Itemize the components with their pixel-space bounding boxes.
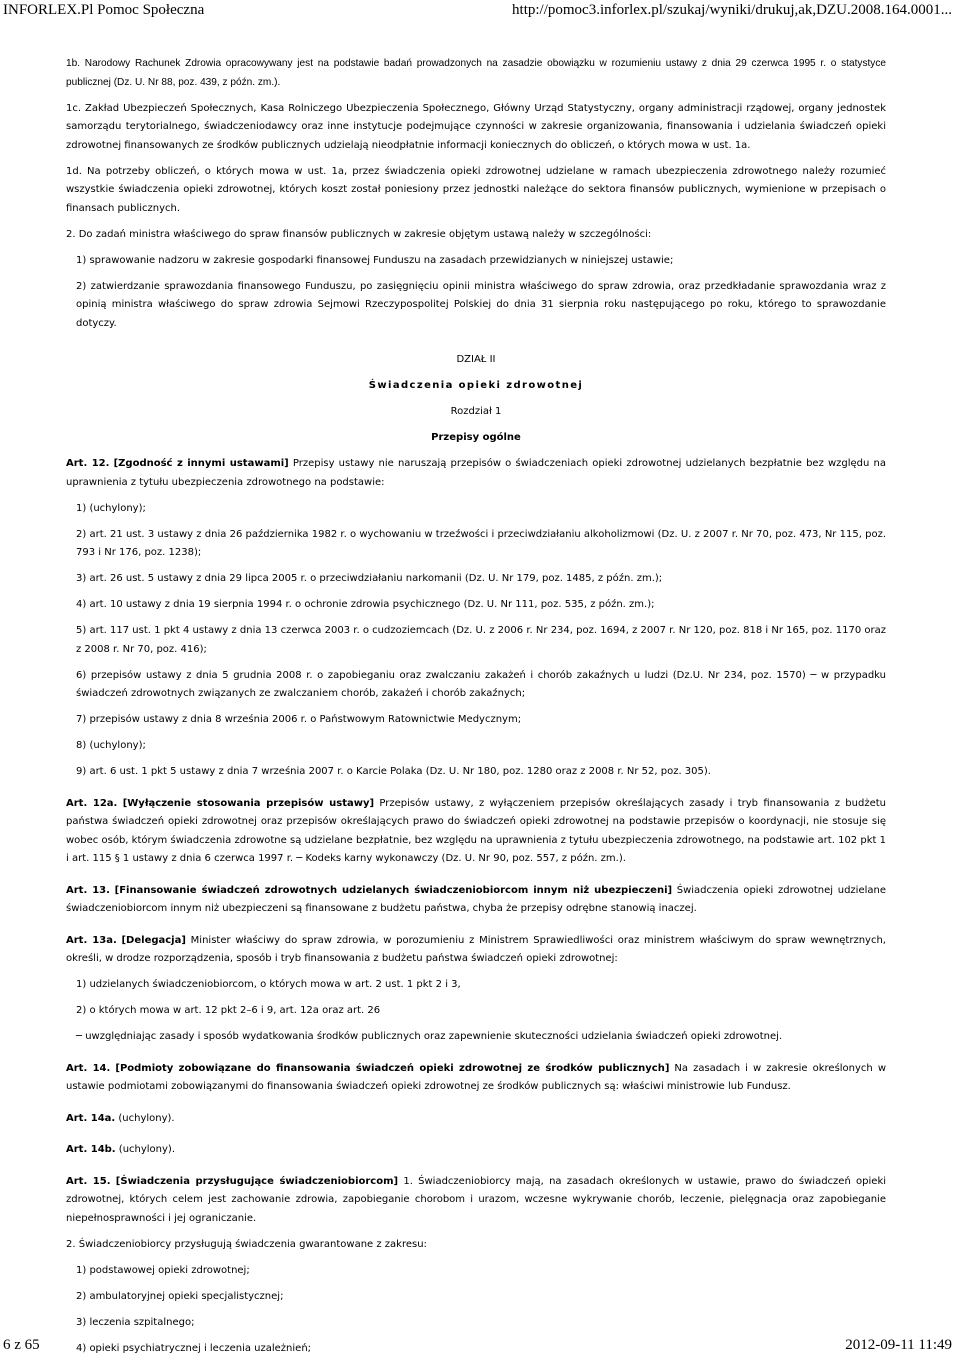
- chapter-label: Rozdział 1: [450, 406, 502, 417]
- print-header: [0, 0, 960, 22]
- list-item: 2) ambulatoryjnej opieki specjalistycznej;: [76, 1290, 284, 1302]
- list-item: 1) podstawowej opieki zdrowotnej;: [76, 1264, 250, 1276]
- print-timestamp: 2012-09-11 11:49: [845, 1337, 952, 1353]
- chapter-title: Przepisy ogólne: [431, 432, 521, 443]
- header-url: http://pomoc3.inforlex.pl/szukaj/wyniki/drukuj,ak,DZU.2008.164.0001...: [512, 2, 952, 18]
- list-item: 2) o których mowa w art. 12 pkt 2–6 i 9, art. 12a oraz art. 26: [76, 1005, 381, 1016]
- page-counter: 6 z 65: [3, 1337, 40, 1353]
- list-item: 5) art. 117 ust. 1 pkt 4 ustawy z dnia 13 czerwca 2003 r. o cudzoziemcach (Dz. U. z 2006 r. Nr 234, poz. 1694, z 2007 r. Nr 120, poz. 818 i Nr 165, poz. 1170 oraz z 2008 r. Nr 70, poz. 416);: [76, 625, 886, 655]
- article-15: Art. 15. [Świadczenia przysługujące świadczeniobiorcom] 1. Świadczeniobiorcy mają, na zasadach określonych w ustawie, prawo do świadczeń opieki zdrowotnej, których celem jest zachowanie zdrowia, zapobieganie chorobom i urazom, wczesne wykrywanie chorób, leczenie, pielęgnacja oraz zapobieganie niepełnosprawności i jej ograniczanie.: [66, 1175, 887, 1224]
- list-item: 1) udzielanych świadczeniobiorcom, o których mowa w art. 2 ust. 1 pkt 2 i 3,: [76, 979, 461, 990]
- list-item: 3) leczenia szpitalnego;: [76, 1316, 195, 1328]
- header-site-title: INFORLEX.Pl Pomoc Społeczna: [3, 2, 205, 18]
- paragraph-1c: 1c. Zakład Ubezpieczeń Społecznych, Kasa Rolniczego Ubezpieczenia Społecznego, Główny Urząd Statystyczny, organy administracji rządowej, organy jednostek samorządu terytorialnego, świadczeniodawcy oraz inne instytucje podejmujące czynności w zakresie organizowania, finansowania i udzielania świadczeń opieki zdrowotnej finansowanych ze środków publicznych udzielają nieodpłatnie informacji koniecznych do obliczeń, o których mowa w ust. 1a.: [66, 102, 886, 151]
- section-title: Świadczenia opieki zdrowotnej: [368, 380, 584, 391]
- list-item: 7) przepisów ustawy z dnia 8 września 2006 r. o Państwowym Ratownictwie Medycznym;: [76, 714, 522, 725]
- article-13a: Art. 13a. [Delegacja] Minister właściwy do spraw zdrowia, w porozumieniu z Ministrem Sprawiedliwości oraz ministrem właściwym do spraw wewnętrznych, określi, w drodze rozporządzenia, sposób i tryb finansowania z budżetu państwa świadczeń opieki zdrowotnej:: [66, 934, 886, 964]
- document-body: [66, 55, 886, 1366]
- article-14b: Art. 14b. (uchylony).: [66, 1144, 176, 1155]
- list-item: 4) art. 10 ustawy z dnia 19 sierpnia 1994 r. o ochronie zdrowia psychicznego (Dz. U. Nr 111, poz. 535, z późn. zm.);: [76, 599, 655, 610]
- article-12: Art. 12. [Zgodność z innymi ustawami] Przepisy ustawy nie naruszają przepisów o świadczeniach opieki zdrowotnej udzielanych bezpłatnie bez względu na uprawnienia z tytułu ubezpieczenia zdrowotnego na podstawie:: [66, 458, 886, 488]
- section-label: DZIAŁ II: [456, 354, 496, 365]
- list-item: ─ uwzględniając zasady i sposób wydatkowania środków publicznych oraz zapewnienie skuteczności udzielania świadczeń opieki zdrowotnej.: [76, 1031, 783, 1042]
- paragraph-1d: 1d. Na potrzeby obliczeń, o których mowa w ust. 1a, przez świadczenia opieki zdrowotnej udzielane w ramach ubezpieczenia zdrowotnego należy rozumieć wszystkie świadczenia opieki zdrowotnej, których koszt został poniesiony przez jednostki należące do sektora finansów publicznych, wymienione w przepisach o finansach publicznych.: [66, 165, 886, 214]
- article-13: Art. 13. [Finansowanie świadczeń zdrowotnych udzielanych świadczeniobiorcom innym niż ubezpieczeni] Świadczenia opieki zdrowotnej udzielane świadczeniobiorcom innym niż ubezpieczeni są finansowane z budżetu państwa, chyba że przepisy odrębne stanowią inaczej.: [66, 884, 886, 914]
- article-14: Art. 14. [Podmioty zobowiązane do finansowania świadczeń opieki zdrowotnej ze środków publicznych] Na zasadach i w zakresie określonych w ustawie podmiotami zobowiązanymi do finansowania świadczeń opieki zdrowotnej ze środków publicznych są: właściwi ministrowie lub Fundusz.: [66, 1062, 886, 1092]
- list-item: 8) (uchylony);: [76, 740, 146, 751]
- list-item: 4) opieki psychiatrycznej i leczenia uzależnień;: [76, 1342, 312, 1354]
- article-15-paragraph-2: 2. Świadczeniobiorcy przysługują świadczenia gwarantowane z zakresu:: [66, 1238, 427, 1250]
- list-item: 1) sprawowanie nadzoru w zakresie gospodarki finansowej Funduszu na zasadach przewidzianych w niniejszej ustawie;: [76, 254, 674, 266]
- list-item: 2) art. 21 ust. 3 ustawy z dnia 26 października 1982 r. o wychowaniu w trzeźwości i przeciwdziałaniu alkoholizmowi (Dz. U. z 2007 r. Nr 70, poz. 473, Nr 115, poz. 793 i Nr 176, poz. 1238);: [76, 528, 886, 558]
- list-item: 2) zatwierdzanie sprawozdania finansowego Funduszu, po zasięgnięciu opinii ministra właściwego do spraw zdrowia, oraz przedkładanie sprawozdania wraz z opinią ministra właściwego do spraw zdrowia Sejmowi Rzeczypospolitej Polskiej do dnia 31 sierpnia roku następującego po roku, którego to sprawozdanie dotyczy.: [76, 280, 886, 329]
- article-14a: Art. 14a. (uchylony).: [66, 1112, 175, 1124]
- paragraph-2: 2. Do zadań ministra właściwego do spraw finansów publicznych w zakresie objętym ustawą należy w szczególności:: [66, 228, 652, 240]
- paragraph-1b: 1b. Narodowy Rachunek Zdrowia opracowywany jest na podstawie badań prowadzonych na zasadzie obowiązku w rozumieniu ustawy z dnia 29 czerwca 1995 r. o statystyce publicznej (Dz. U. Nr 88, poz. 439, z późn. zm.).: [66, 58, 886, 88]
- print-footer: [0, 1335, 960, 1357]
- list-item: 9) art. 6 ust. 1 pkt 5 ustawy z dnia 7 września 2007 r. o Karcie Polaka (Dz. U. Nr 180, poz. 1280 oraz z 2008 r. Nr 52, poz. 305).: [76, 766, 711, 777]
- article-12a: Art. 12a. [Wyłączenie stosowania przepisów ustawy] Przepisów ustawy, z wyłączeniem przepisów określających zasady i tryb finansowania z budżetu państwa świadczeń opieki zdrowotnej oraz przepisów określających prawo do świadczeń opieki zdrowotnej na podstawie przepisów o koordynacji, nie stosuje się wobec osób, którym świadczenia zdrowotne są udzielane bezpłatnie, bez względu na uprawnienia z tytułu ubezpieczenia zdrowotnego, na podstawie art. 102 pkt 1 i art. 115 § 1 ustawy z dnia 6 czerwca 1997 r. ─ Kodeks karny wykonawczy (Dz. U. Nr 90, poz. 557, z późn. zm.).: [66, 797, 886, 864]
- list-item: 3) art. 26 ust. 5 ustawy z dnia 29 lipca 2005 r. o przeciwdziałaniu narkomanii (Dz. U. Nr 179, poz. 1485, z późn. zm.);: [76, 573, 663, 584]
- list-item: 6) przepisów ustawy z dnia 5 grudnia 2008 r. o zapobieganiu oraz zwalczaniu zakażeń i chorób zakaźnych u ludzi (Dz.U. Nr 234, poz. 1570) ─ w przypadku świadczeń zdrowotnych związanych ze zwalczaniem chorób, zakażeń i chorób zakaźnych;: [76, 669, 886, 699]
- list-item: 1) (uchylony);: [76, 502, 146, 514]
